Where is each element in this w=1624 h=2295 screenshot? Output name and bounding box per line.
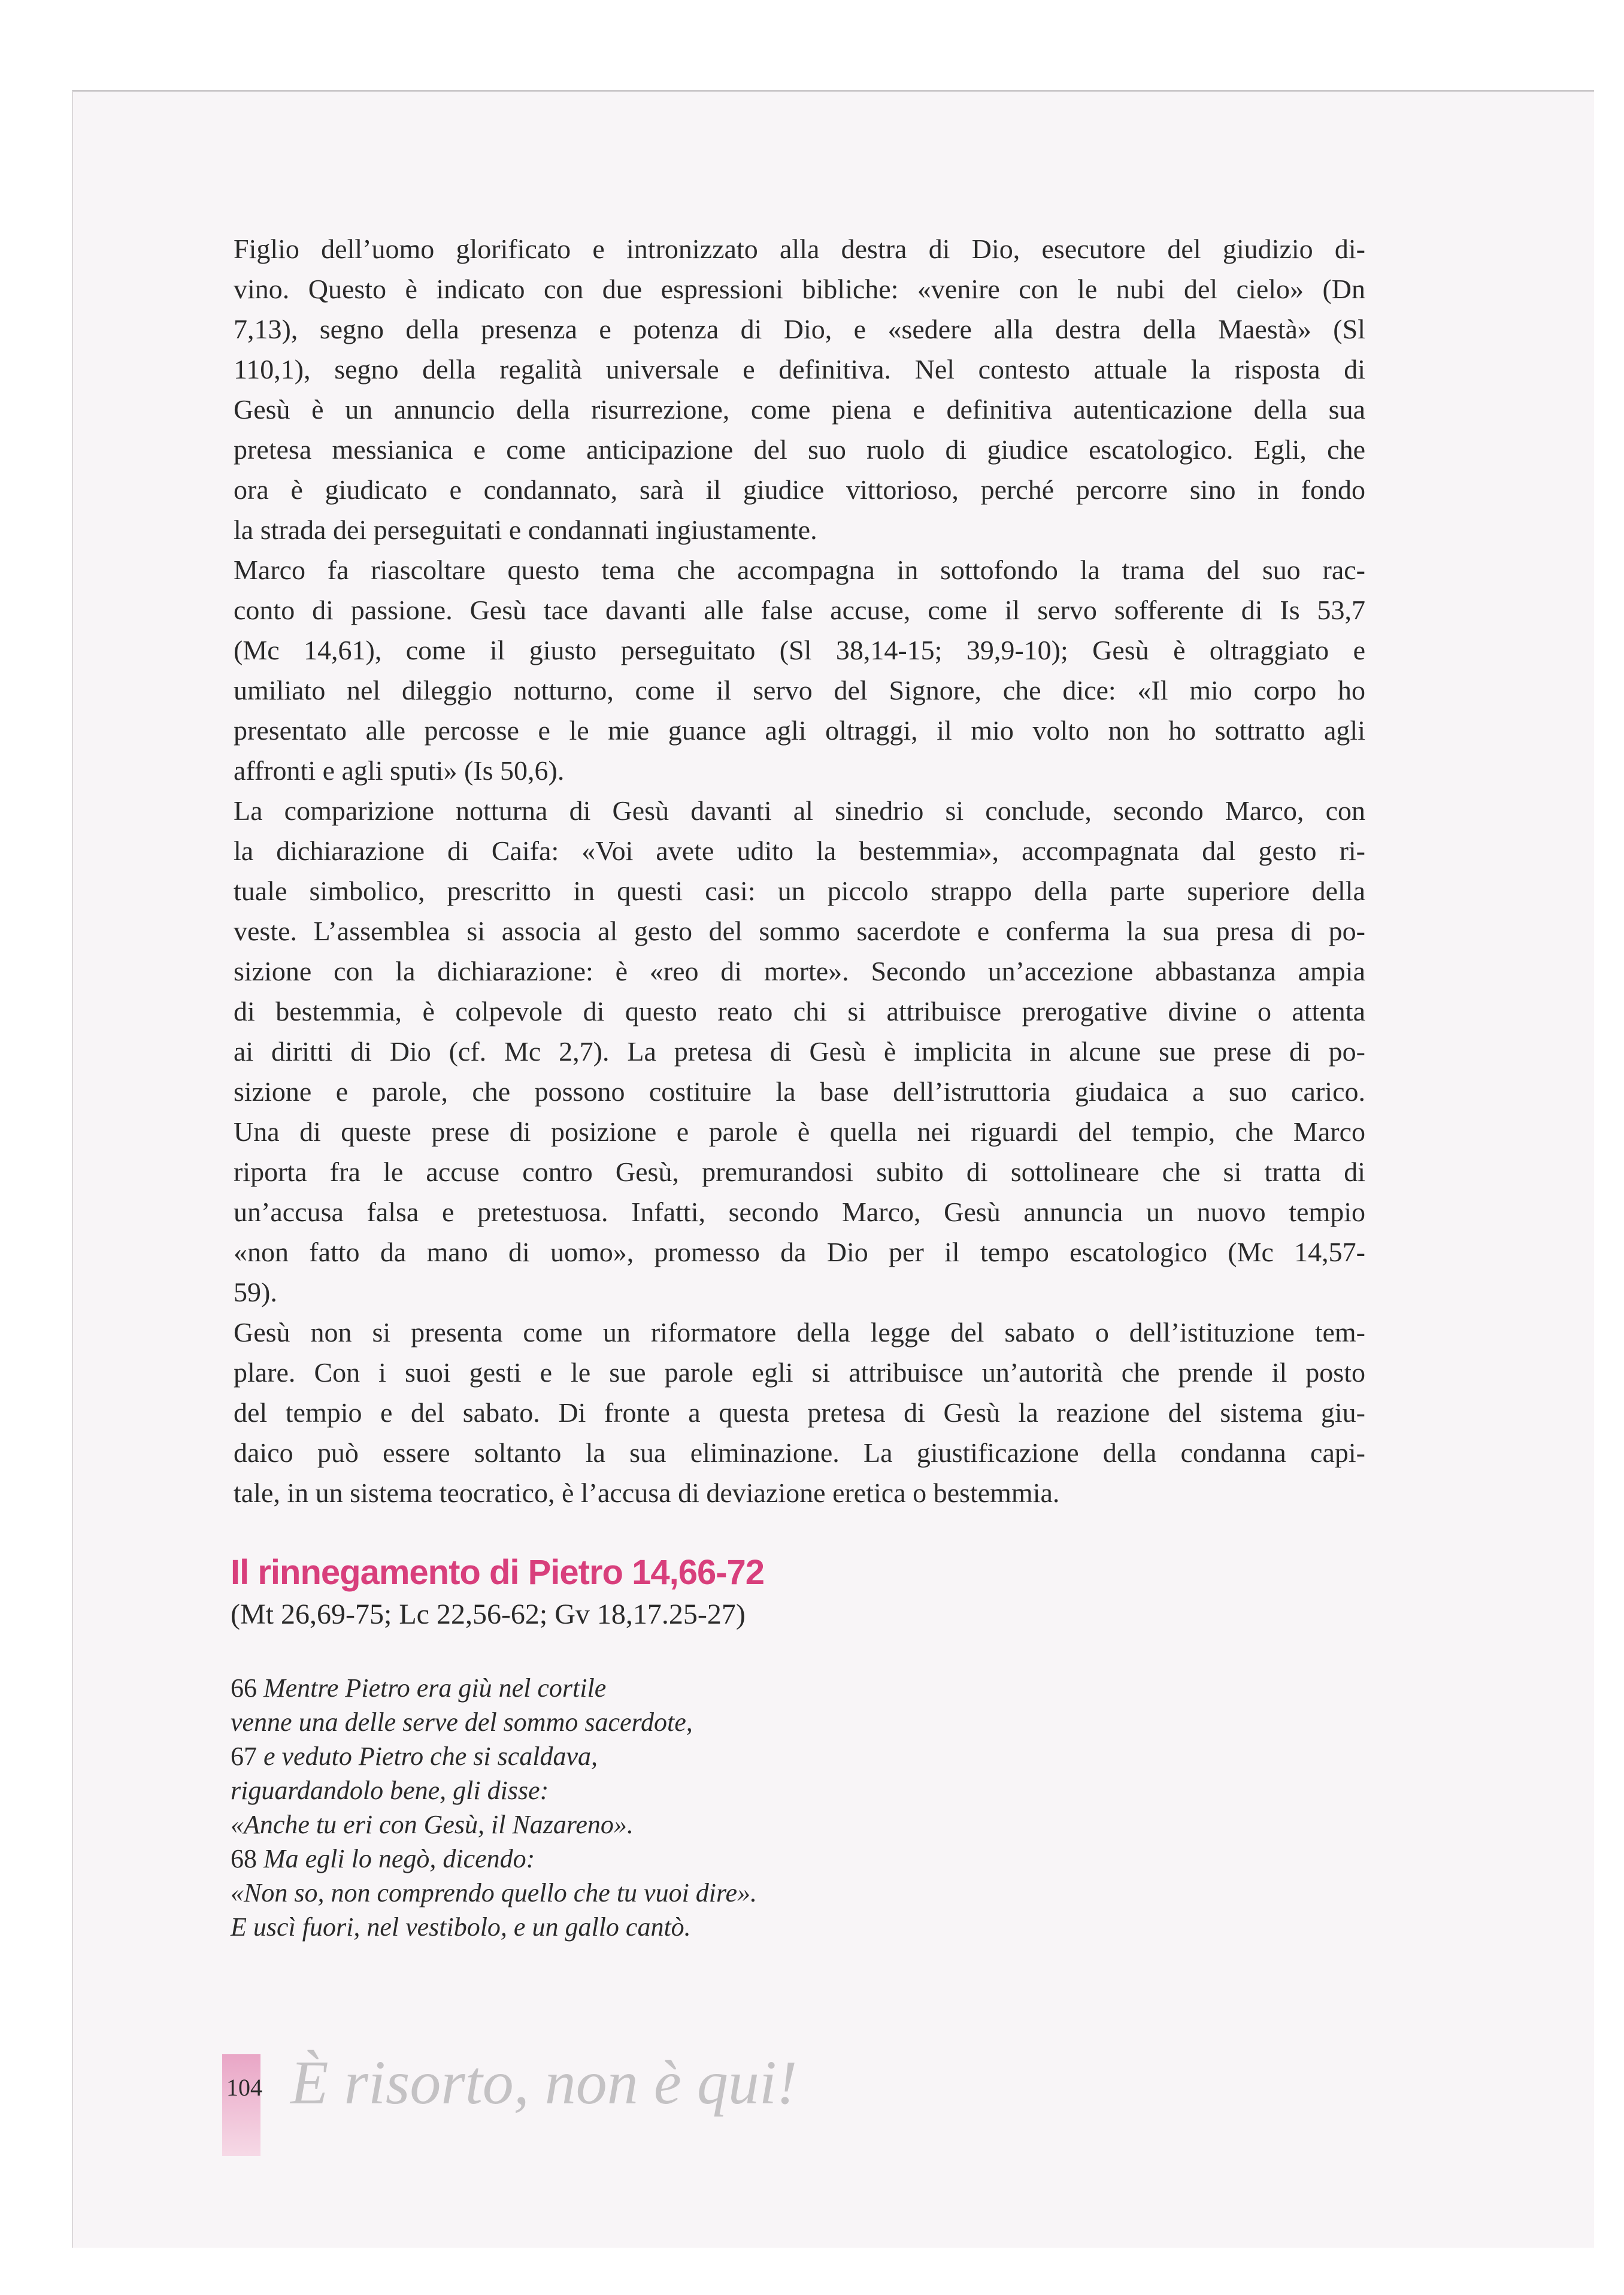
paragraph-line: La comparizione notturna di Gesù davanti al sinedrio si conclude, secondo Marco, con — [234, 795, 1365, 826]
verse-text: E uscì fuori, nel vestibolo, e un gallo cantò. — [231, 1912, 691, 1942]
verse-line — [231, 1739, 757, 1773]
paragraph-line: affronti e agli sputi» (Is 50,6). — [234, 755, 565, 786]
paragraph-line: ora è giudicato e condannato, sarà il giudice vittorioso, perché percorre sino in fondo — [234, 474, 1365, 505]
verse-text: riguardandolo bene, gli disse: — [231, 1776, 549, 1805]
paragraph-line: «non fatto da mano di uomo», promesso da Dio per il tempo escatologico (Mc 14,57- — [234, 1237, 1365, 1267]
verse-number: 66 — [231, 1673, 257, 1703]
verse-text: e veduto Pietro che si scaldava, — [263, 1742, 598, 1771]
paragraph-line: 110,1), segno della regalità universale e definitiva. Nel contesto attuale la risposta di — [234, 354, 1365, 384]
paragraph-line: riporta fra le accuse contro Gesù, premurandosi subito di sottolineare che si tratta di — [234, 1156, 1365, 1187]
body-text — [234, 229, 1365, 1513]
paragraph-line: sizione con la dichiarazione: è «reo di morte». Secondo un’accezione abbastanza ampia — [234, 956, 1365, 986]
page-number: 104 — [226, 2074, 262, 2101]
verse-line — [231, 1705, 757, 1739]
paragraph-line: la dichiarazione di Caifa: «Voi avete udito la bestemmia», accompagnata dal gesto ri- — [234, 835, 1365, 866]
verse-number: 67 — [231, 1742, 257, 1771]
verse-text: Mentre Pietro era giù nel cortile — [263, 1673, 607, 1703]
paragraph-line: conto di passione. Gesù tace davanti alle false accuse, come il servo sofferente di Is 53,7 — [234, 595, 1365, 625]
verse-text: «Non so, non comprendo quello che tu vuoi dire». — [231, 1878, 758, 1908]
running-title: È risorto, non è qui! — [290, 2048, 798, 2117]
paragraph-line: umiliato nel dileggio notturno, come il servo del Signore, che dice: «Il mio corpo ho — [234, 675, 1365, 706]
verse-line — [231, 1842, 757, 1876]
page-number-tab — [222, 2054, 260, 2156]
paragraph-line: vino. Questo è indicato con due espressioni bibliche: «venire con le nubi del cielo» (Dn — [234, 274, 1365, 304]
verse-text: «Anche tu eri con Gesù, il Nazareno». — [231, 1810, 634, 1839]
paragraph-line: Gesù non si presenta come un riformatore della legge del sabato o dell’istituzione tem- — [234, 1317, 1365, 1348]
section-heading: Il rinnegamento di Pietro 14,66-72 — [231, 1553, 765, 1592]
verse-line — [231, 1671, 757, 1705]
paragraph-line: Una di queste prese di posizione e parole è quella nei riguardi del tempio, che Marco — [234, 1116, 1365, 1147]
paragraph-line: plare. Con i suoi gesti e le sue parole egli si attribuisce un’autorità che prende il posto — [234, 1357, 1365, 1388]
paragraph-line: sizione e parole, che possono costituire la base dell’istruttoria giudaica a suo carico. — [234, 1076, 1365, 1107]
paragraph-line: pretesa messianica e come anticipazione del suo ruolo di giudice escatologico. Egli, che — [234, 434, 1365, 465]
paragraph-line: di bestemmia, è colpevole di questo reato chi si attribuisce prerogative divine o attenta — [234, 996, 1365, 1027]
paragraph-line: tale, in un sistema teocratico, è l’accusa di deviazione eretica o bestemmia. — [234, 1477, 1060, 1508]
verse-number: 68 — [231, 1844, 257, 1873]
paragraph-line: 59). — [234, 1277, 277, 1307]
paragraph-line: del tempio e del sabato. Di fronte a questa pretesa di Gesù la reazione del sistema giu- — [234, 1397, 1365, 1428]
scripture-verses — [231, 1671, 757, 1944]
verse-line — [231, 1910, 757, 1944]
section-references: (Mt 26,69-75; Lc 22,56-62; Gv 18,17.25-27) — [231, 1598, 746, 1630]
verse-line — [231, 1807, 757, 1842]
verse-line — [231, 1773, 757, 1807]
paragraph-line: (Mc 14,61), come il giusto perseguitato (Sl 38,14-15; 39,9-10); Gesù è oltraggiato e — [234, 635, 1365, 665]
paragraph-line: Marco fa riascoltare questo tema che accompagna in sottofondo la trama del suo rac- — [234, 555, 1365, 585]
paragraph-line: presentato alle percosse e le mie guance agli oltraggi, il mio volto non ho sottratto agli — [234, 715, 1365, 746]
paragraph-line: ai diritti di Dio (cf. Mc 2,7). La pretesa di Gesù è implicita in alcune sue prese di po- — [234, 1036, 1365, 1067]
verse-text: Ma egli lo negò, dicendo: — [263, 1844, 535, 1873]
paragraph-line: tuale simbolico, prescritto in questi casi: un piccolo strappo della parte superiore della — [234, 876, 1365, 906]
paragraph-line: la strada dei perseguitati e condannati ingiustamente. — [234, 514, 817, 545]
paragraph-line: daico può essere soltanto la sua eliminazione. La giustificazione della condanna capi- — [234, 1437, 1365, 1468]
paragraph-line: un’accusa falsa e pretestuosa. Infatti, secondo Marco, Gesù annuncia un nuovo tempio — [234, 1197, 1365, 1227]
paragraph-line: veste. L’assemblea si associa al gesto del sommo sacerdote e conferma la sua presa di po- — [234, 916, 1365, 946]
paragraph-line: 7,13), segno della presenza e potenza di Dio, e «sedere alla destra della Maestà» (Sl — [234, 314, 1365, 344]
verse-text: venne una delle serve del sommo sacerdote, — [231, 1707, 693, 1737]
paragraph-line: Figlio dell’uomo glorificato e intronizzato alla destra di Dio, esecutore del giudizio di- — [234, 234, 1365, 264]
verse-line — [231, 1876, 757, 1910]
paragraph-line: Gesù è un annuncio della risurrezione, come piena e definitiva autenticazione della sua — [234, 394, 1365, 425]
